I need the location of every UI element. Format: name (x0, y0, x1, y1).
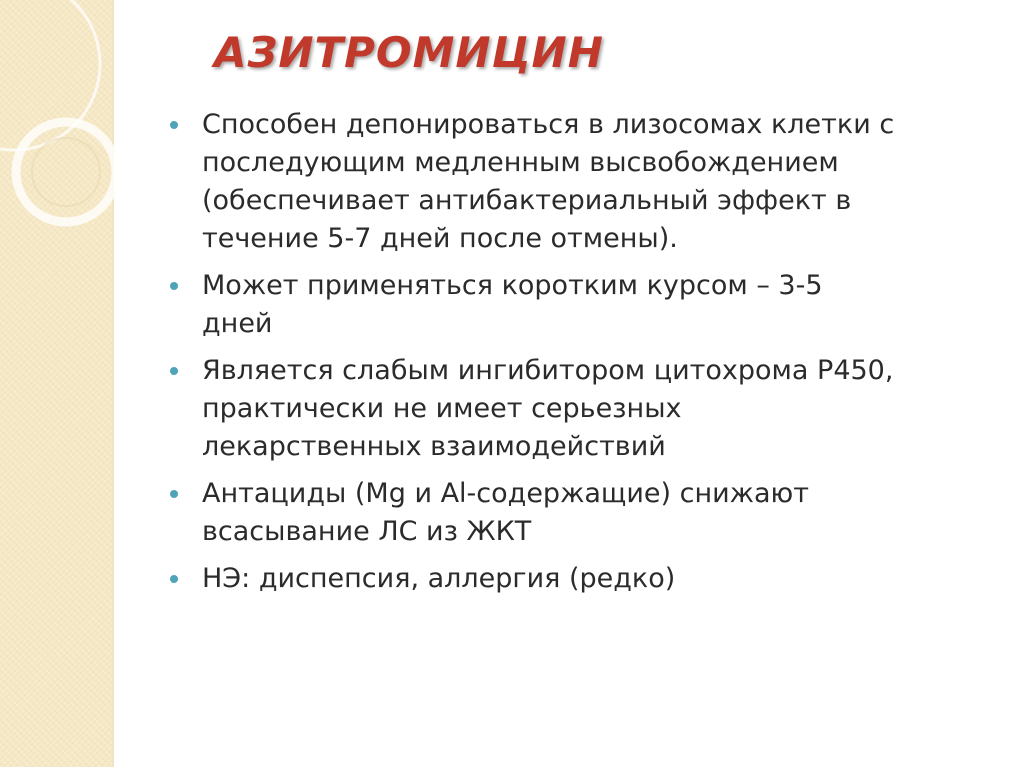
bullet-dot-icon (170, 575, 178, 583)
bullet-line: Может применяться коротким курсом – 3-5 (202, 270, 823, 301)
bullet-line: последующим медленным высвобождением (202, 147, 839, 178)
bullet-dot-icon (170, 282, 178, 290)
bullet-dot-icon (170, 121, 178, 129)
bullet-line: Антациды (Mg и Al-содержащие) снижают (202, 478, 810, 509)
bullet-item (168, 106, 988, 258)
bullet-line: всасывание ЛС из ЖКТ (202, 516, 532, 547)
bullet-item (168, 352, 988, 466)
bullet-list (168, 106, 988, 607)
bullet-item (168, 560, 988, 598)
bullet-line: дней (202, 308, 273, 339)
bullet-item (168, 475, 988, 551)
bullet-line: практически не имеет серьезных (202, 393, 682, 424)
bullet-item (168, 267, 988, 343)
bullet-line: Является слабым ингибитором цитохрома P450, (202, 355, 894, 386)
bullet-line: течение 5-7 дней после отмены). (202, 223, 678, 254)
bullet-line: НЭ: диспепсия, аллергия (редко) (202, 563, 676, 594)
bullet-dot-icon (170, 490, 178, 498)
bullet-dot-icon (170, 367, 178, 375)
bullet-line: лекарственных взаимодействий (202, 431, 666, 462)
bullet-line: (обеспечивает антибактериальный эффект в (202, 185, 852, 216)
bullet-line: Способен депонироваться в лизосомах клетки с (202, 109, 895, 140)
slide-title: АЗИТРОМИЦИН (214, 28, 604, 77)
